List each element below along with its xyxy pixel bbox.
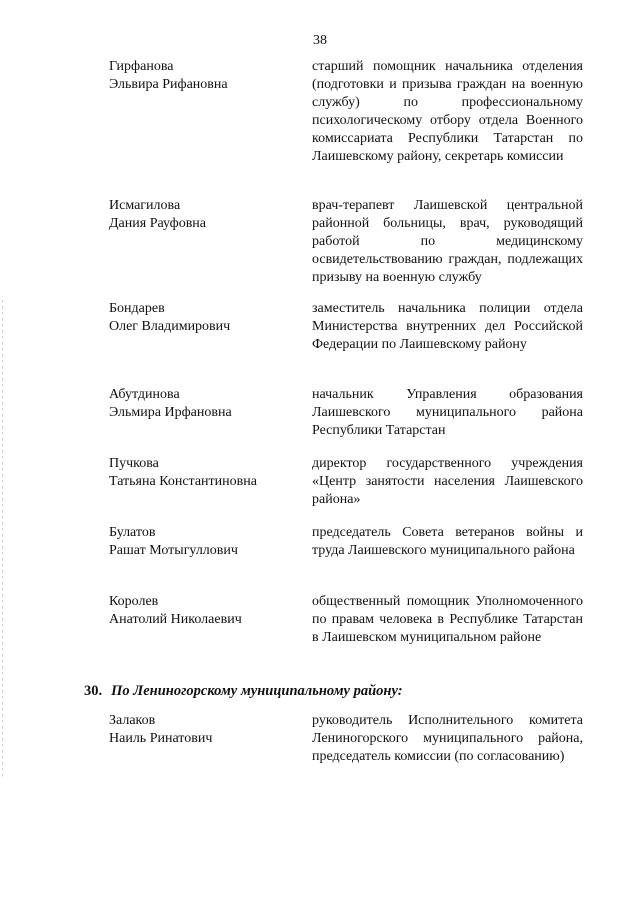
member-role: старший помощник начальника отделения (подготовки и призыва граждан на военную службу) по профессиональному психологическому отбору отдела Военного комиссариата Республики Татарстан по Лаишевскому району, секретарь комиссии: [312, 59, 583, 164]
member-name: [109, 593, 294, 629]
member-name: [109, 300, 294, 336]
surname: Гирфанова: [109, 59, 174, 74]
given-names: Эльвира Рифановна: [109, 77, 228, 92]
page-number: 38: [313, 33, 327, 48]
surname: Бондарев: [109, 301, 165, 316]
given-names: Анатолий Николаевич: [109, 612, 242, 627]
surname: Пучкова: [109, 456, 159, 471]
section-title: По Лениногорскому муниципальному району:: [111, 683, 403, 699]
member-role: начальник Управления образования Лаишевского муниципального района Республики Татарстан: [312, 387, 583, 438]
member-role: руководитель Исполнительного комитета Лениногорского муниципального района, председатель комиссии (по согласованию): [312, 713, 583, 764]
member-name: [109, 712, 294, 748]
surname: Исмагилова: [109, 198, 181, 213]
member-role: председатель Совета ветеранов войны и труда Лаишевского муниципального района: [312, 525, 583, 558]
surname: Абутдинова: [109, 387, 180, 402]
scan-margin-artifact: [2, 300, 3, 780]
given-names: Татьяна Константиновна: [109, 474, 257, 489]
member-role: общественный помощник Уполномоченного по правам человека в Республике Татарстан в Лаишевском муниципальном районе: [312, 594, 583, 645]
given-names: Наиль Ринатович: [109, 731, 213, 746]
given-names: Эльмира Ирфановна: [109, 405, 232, 420]
member-role: заместитель начальника полиции отдела Министерства внутренних дел Российской Федерации по Лаишевскому району: [312, 301, 583, 352]
member-name: [109, 58, 294, 94]
section-number: 30.: [84, 683, 103, 699]
member-name: [109, 455, 294, 491]
given-names: Рашат Мотыгуллович: [109, 543, 238, 558]
section-heading: [84, 682, 403, 700]
member-role: директор государственного учреждения «Центр занятости населения Лаишевского района»: [312, 456, 583, 507]
member-name: [109, 524, 294, 560]
given-names: Дания Рауфовна: [109, 216, 207, 231]
member-role: врач-терапевт Лаишевской центральной районной больницы, врач, руководящий работой по медицинскому освидетельствованию граждан, подлежащих призыву на военную службу: [312, 198, 583, 285]
given-names: Олег Владимирович: [109, 319, 231, 334]
member-name: [109, 197, 294, 233]
member-name: [109, 386, 294, 422]
surname: Булатов: [109, 525, 156, 540]
surname: Залаков: [109, 713, 156, 728]
surname: Королев: [109, 594, 159, 609]
